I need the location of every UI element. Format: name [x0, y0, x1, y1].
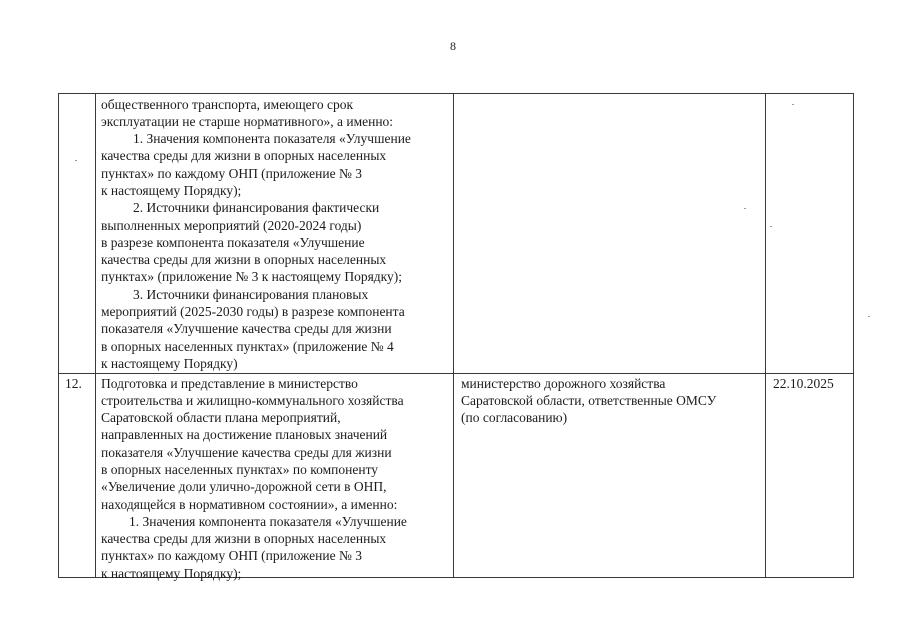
table-row-line: в опорных населенных пунктах» (приложение № 4: [101, 338, 394, 354]
table-row-line: 3. Источники финансирования плановых: [133, 286, 369, 302]
table-row-line: пунктах» (приложение № 3 к настоящему Порядку);: [101, 269, 403, 285]
table-row-line: качества среды для жизни в опорных населенных: [101, 252, 387, 268]
table-row-line: к настоящему Порядку);: [101, 182, 242, 198]
table-row-line: пунктах» по каждому ОНП (приложение № 3: [101, 165, 362, 181]
table-row-line: качества среды для жизни в опорных населенных: [101, 531, 387, 547]
row-2-deadline: 22.10.2025: [773, 375, 834, 391]
table-row-line: 2. Источники финансирования фактически: [133, 200, 380, 216]
row-2-number: 12.: [65, 375, 82, 391]
table-row-line: пунктах» по каждому ОНП (приложение № 3: [101, 548, 362, 564]
table-row-line: выполненных мероприятий (2020-2024 годы): [101, 217, 362, 233]
table-row-line: строительства и жилищно-коммунального хозяйства: [101, 392, 404, 408]
table-row-line: к настоящему Порядку): [101, 355, 238, 371]
table-row-line: общественного транспорта, имеющего срок: [101, 96, 354, 112]
table-row-line: качества среды для жизни в опорных населенных: [101, 148, 387, 164]
responsible-line: (по согласованию): [461, 410, 568, 426]
table-row-line: показателя «Улучшение качества среды для жизни: [101, 321, 392, 337]
table-row-line: 1. Значения компонента показателя «Улучшение: [129, 513, 407, 529]
scan-speck: [770, 226, 772, 227]
responsible-line: министерство дорожного хозяйства: [461, 375, 666, 391]
table-row-line: мероприятий (2025-2030 годы) в разрезе компонента: [101, 304, 405, 320]
table-row-line: направленных на достижение плановых значений: [101, 427, 388, 443]
row-2-description: [101, 375, 407, 583]
scan-speck: [75, 160, 77, 161]
table-row-line: в разрезе компонента показателя «Улучшение: [101, 234, 365, 250]
scan-speck: [744, 208, 746, 209]
table-row-line: эксплуатации не старше нормативного», а именно:: [101, 113, 394, 129]
table-row-line: в опорных населенных пунктах» по компоненту: [101, 461, 379, 477]
column-divider-number: [95, 93, 96, 578]
column-divider-description: [453, 93, 454, 578]
row-1-description: [101, 96, 411, 373]
scan-speck: [792, 104, 794, 105]
row-2-responsible: [461, 375, 716, 427]
table-row-line: 1. Значения компонента показателя «Улучшение: [133, 131, 411, 147]
table-row-line: Подготовка и представление в министерство: [101, 375, 358, 391]
table-row-line: «Увеличение доли улично-дорожной сети в ОНП,: [101, 479, 387, 495]
scan-speck: [868, 316, 870, 317]
page-number: 8: [450, 39, 456, 53]
table-row-line: Саратовской области плана мероприятий,: [101, 410, 341, 426]
table-row-line: находящейся в нормативном состоянии», а именно:: [101, 496, 398, 512]
table-row-line: показателя «Улучшение качества среды для жизни: [101, 444, 392, 460]
responsible-line: Саратовской области, ответственные ОМСУ: [461, 392, 717, 408]
table-row-line: к настоящему Порядку);: [101, 565, 242, 581]
column-divider-responsible: [765, 93, 766, 578]
